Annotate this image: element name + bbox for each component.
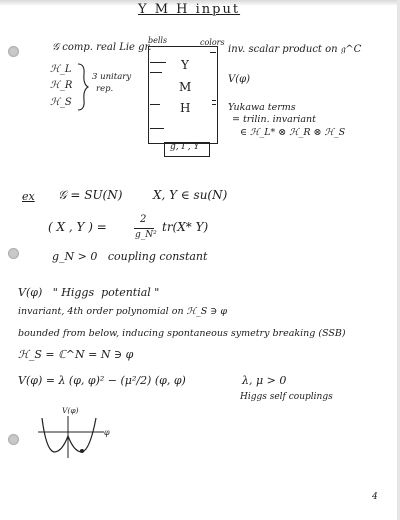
lie-group-line: 𝒢 comp. real Lie gr. (52, 42, 152, 53)
potential-formula: V(φ) = λ (φ, φ)² − (μ²/2) (φ, φ) (18, 374, 186, 387)
box-letter-h: H (180, 101, 191, 115)
box-tick-left-4 (150, 128, 164, 129)
box-letter-y: Y (181, 58, 189, 72)
box-tick-left-3 (150, 104, 160, 105)
punch-hole-bottom (8, 434, 19, 445)
trilinear-invariant: = trilin. invariant (232, 114, 316, 125)
box-base-label: g, Γ, Υ (170, 142, 200, 152)
ex-label: ex (22, 190, 35, 203)
lambda-mu-positive: λ, μ > 0 (242, 374, 287, 387)
invariant-polynomial: invariant, 4th order polynomial on ℋ_S ∋ φ (18, 306, 227, 317)
inner-product-lhs: ( X , Y ) = (48, 220, 107, 234)
box-letter-m: M (179, 80, 192, 94)
higgs-self-couplings: Higgs self couplings (240, 392, 333, 402)
page-title: Y M H input (138, 2, 241, 17)
higgs-potential-heading: V(φ) " Higgs potential " (18, 286, 160, 299)
plot-y-label: V(φ) (62, 406, 79, 415)
tensor-product: ∈ ℋ_L* ⊗ ℋ_R ⊗ ℋ_S (240, 127, 346, 138)
coupling-constant: g_N > 0 coupling constant (52, 250, 208, 263)
yukawa-terms: Yukawa terms (228, 102, 296, 113)
bounded-below: bounded from below, inducing spontaneous symetry breaking (SSB) (18, 328, 346, 339)
space-hl: ℋ_L (50, 64, 72, 75)
fraction-numerator: 2 (140, 214, 147, 225)
punch-hole-middle (8, 248, 19, 259)
potential-v: V(φ) (228, 74, 251, 85)
page-number: 4 (372, 492, 378, 502)
example-group-eq: 𝒢 = SU(N) X, Y ∈ su(N) (58, 188, 228, 202)
space-hs: ℋ_S (50, 97, 72, 108)
box-tick-left-2 (150, 72, 162, 73)
left-curly-brace (76, 62, 90, 112)
box-tick-right-1 (210, 52, 216, 53)
diagram-left-label: bells (148, 36, 168, 45)
box-tick-left-1 (150, 62, 166, 63)
hs-definition: ℋ_S = ℂ^N = N ∋ φ (18, 348, 134, 361)
space-hr: ℋ_R (50, 80, 73, 91)
fraction-bar (134, 228, 154, 229)
rep-label-2: rep. (96, 84, 114, 94)
plot-x-label: φ (104, 428, 110, 437)
punch-hole-top (8, 46, 19, 57)
inv-scalar-product: inv. scalar product on 𝔤^C (228, 44, 362, 55)
box-tick-right-3 (212, 104, 216, 105)
box-tick-right-2 (212, 100, 216, 101)
trace-term: tr(X* Y) (162, 220, 209, 234)
mexican-hat-sketch (36, 414, 106, 460)
diagram-right-label: colors (200, 38, 225, 47)
rep-label-1: 3 unitary (92, 72, 132, 82)
fraction-denominator: g_N² (135, 230, 157, 240)
